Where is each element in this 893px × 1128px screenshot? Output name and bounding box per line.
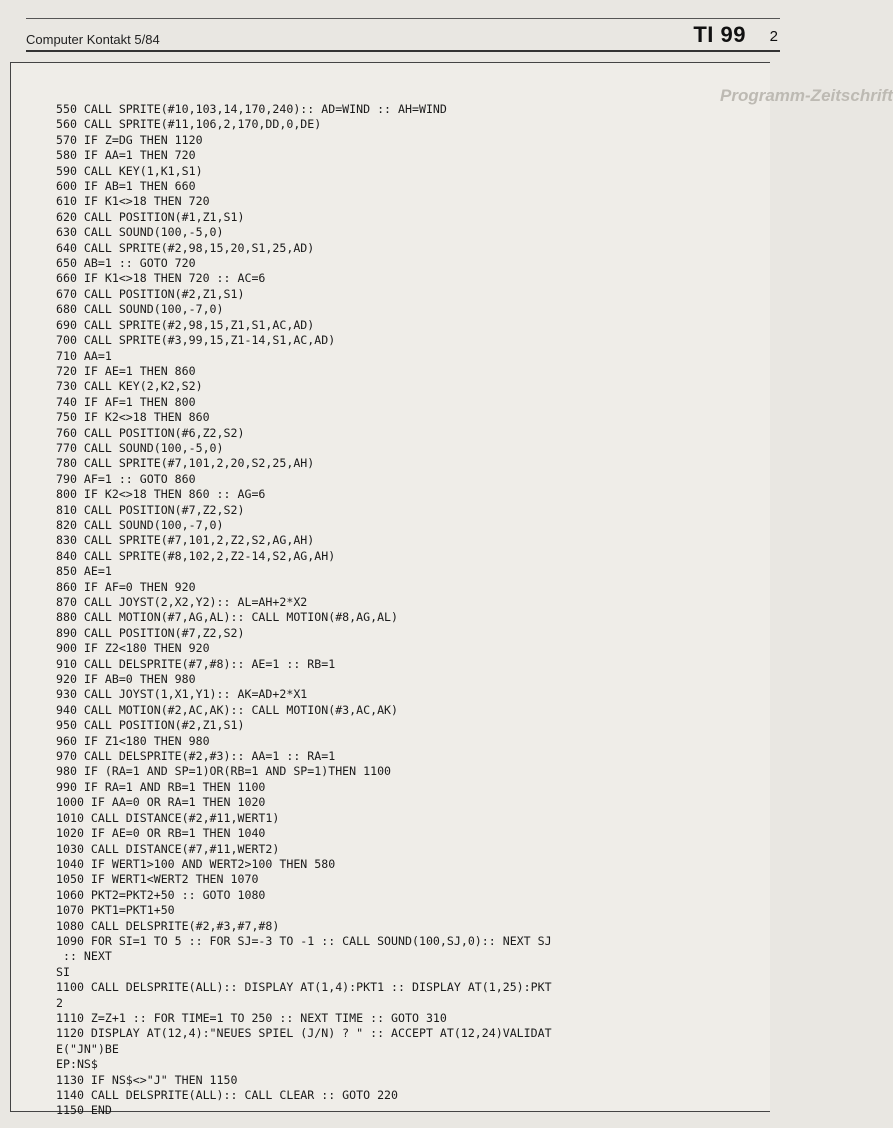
code-line: 770 CALL SOUND(100,-5,0) bbox=[56, 440, 224, 455]
code-line: 870 CALL JOYST(2,X2,Y2):: AL=AH+2*X2 bbox=[56, 595, 308, 609]
code-line: 1070 PKT1=PKT1+50 bbox=[56, 903, 175, 918]
code-line: 1000 IF AA=0 OR RA=1 THEN 1020 bbox=[56, 795, 266, 810]
code-line: 1140 CALL DELSPRITE(ALL):: CALL CLEAR :: GOTO 220 bbox=[56, 1088, 399, 1102]
code-line: 1040 IF WERT1>100 AND WERT2>100 THEN 580 bbox=[56, 856, 336, 871]
code-line: 780 CALL SPRITE(#7,101,2,20,S2,25,AH) bbox=[56, 456, 315, 471]
code-line: 700 CALL SPRITE(#3,99,15,Z1-14,S1,AC,AD) bbox=[56, 333, 336, 348]
code-line: 920 IF AB=0 THEN 980 bbox=[56, 672, 196, 687]
code-line: 1080 CALL DELSPRITE(#2,#3,#7,#8) bbox=[56, 918, 280, 933]
code-line: 760 CALL POSITION(#6,Z2,S2) bbox=[56, 425, 245, 440]
code-line: 640 CALL SPRITE(#2,98,15,20,S1,25,AD) bbox=[56, 240, 315, 255]
code-line: 800 IF K2<>18 THEN 860 :: AG=6 bbox=[56, 487, 266, 502]
code-line: 880 CALL MOTION(#7,AG,AL):: CALL MOTION(#8,AG,AL) bbox=[56, 610, 399, 625]
code-line: 850 AE=1 bbox=[56, 564, 112, 579]
code-line: 900 IF Z2<180 THEN 920 bbox=[56, 641, 210, 656]
code-line: 830 CALL SPRITE(#7,101,2,Z2,S2,AG,AH) bbox=[56, 533, 315, 548]
code-line: 680 CALL SOUND(100,-7,0) bbox=[56, 302, 224, 317]
code-line: 710 AA=1 bbox=[56, 348, 112, 363]
code-line: 550 CALL SPRITE(#10,103,14,170,240):: AD=WIND :: AH=WIND bbox=[56, 102, 447, 116]
code-line: 660 IF K1<>18 THEN 720 :: AC=6 bbox=[56, 271, 266, 286]
code-line: 730 CALL KEY(2,K2,S2) bbox=[56, 379, 203, 394]
code-line: 950 CALL POSITION(#2,Z1,S1) bbox=[56, 718, 245, 733]
page-number: 2 bbox=[769, 28, 778, 45]
code-line: SI bbox=[56, 964, 70, 979]
code-line: 1130 IF NS$<>"J" THEN 1150 bbox=[56, 1072, 238, 1087]
code-line: 1020 IF AE=0 OR RB=1 THEN 1040 bbox=[56, 826, 266, 841]
magazine-title: Computer Kontakt 5/84 bbox=[26, 32, 160, 47]
code-line: 840 CALL SPRITE(#8,102,2,Z2-14,S2,AG,AH) bbox=[56, 548, 336, 563]
code-line: 930 CALL JOYST(1,X1,Y1):: AK=AD+2*X1 bbox=[56, 687, 308, 702]
page-header bbox=[26, 22, 780, 50]
code-line: 1050 IF WERT1<WERT2 THEN 1070 bbox=[56, 872, 259, 887]
code-line: 580 IF AA=1 THEN 720 bbox=[56, 148, 196, 163]
code-line: 790 AF=1 :: GOTO 860 bbox=[56, 471, 196, 486]
code-line: 650 AB=1 :: GOTO 720 bbox=[56, 256, 196, 271]
code-line: 940 CALL MOTION(#2,AC,AK):: CALL MOTION(#3,AC,AK) bbox=[56, 702, 399, 717]
code-line: 980 IF (RA=1 AND SP=1)OR(RB=1 AND SP=1)THEN 1100 bbox=[56, 764, 392, 779]
code-line: 620 CALL POSITION(#1,Z1,S1) bbox=[56, 209, 245, 224]
code-line: 1030 CALL DISTANCE(#7,#11,WERT2) bbox=[56, 841, 280, 856]
code-line: 990 IF RA=1 AND RB=1 THEN 1100 bbox=[56, 779, 266, 794]
code-line: 690 CALL SPRITE(#2,98,15,Z1,S1,AC,AD) bbox=[56, 317, 315, 332]
code-line: 810 CALL POSITION(#7,Z2,S2) bbox=[56, 502, 245, 517]
code-line: 720 IF AE=1 THEN 860 bbox=[56, 363, 196, 378]
header-rule bbox=[26, 50, 780, 52]
code-line: 630 CALL SOUND(100,-5,0) bbox=[56, 225, 224, 240]
code-line: E("JN")BE bbox=[56, 1041, 119, 1056]
code-line: 820 CALL SOUND(100,-7,0) bbox=[56, 517, 224, 532]
code-line: 570 IF Z=DG THEN 1120 bbox=[56, 132, 203, 147]
code-line: :: NEXT bbox=[56, 949, 112, 964]
code-line: 600 IF AB=1 THEN 660 bbox=[56, 179, 196, 194]
code-line: 890 CALL POSITION(#7,Z2,S2) bbox=[56, 625, 245, 640]
code-line: 590 CALL KEY(1,K1,S1) bbox=[56, 163, 203, 178]
show-through-text: Programm-Zeitschrift bbox=[720, 86, 893, 105]
section-title: TI 99 bbox=[693, 22, 746, 47]
code-line: 610 IF K1<>18 THEN 720 bbox=[56, 194, 210, 209]
top-rule bbox=[26, 18, 780, 19]
code-line: 1090 FOR SI=1 TO 5 :: FOR SJ=-3 TO -1 :: CALL SOUND(100,SJ,0):: NEXT SJ bbox=[56, 933, 552, 948]
code-line: 970 CALL DELSPRITE(#2,#3):: AA=1 :: RA=1 bbox=[56, 749, 336, 764]
code-line: 2 bbox=[56, 995, 63, 1010]
code-line: 1100 CALL DELSPRITE(ALL):: DISPLAY AT(1,4):PKT1 :: DISPLAY AT(1,25):PKT bbox=[56, 980, 552, 995]
code-line: 860 IF AF=0 THEN 920 bbox=[56, 579, 196, 594]
code-line: 1120 DISPLAY AT(12,4):"NEUES SPIEL (J/N) ? " :: ACCEPT AT(12,24)VALIDAT bbox=[56, 1026, 552, 1041]
basic-listing bbox=[56, 102, 770, 1119]
code-line: 1110 Z=Z+1 :: FOR TIME=1 TO 250 :: NEXT TIME :: GOTO 310 bbox=[56, 1010, 447, 1025]
code-line: 1150 END bbox=[56, 1103, 112, 1118]
code-line: 560 CALL SPRITE(#11,106,2,170,DD,0,DE) bbox=[56, 117, 322, 132]
code-line: 750 IF K2<>18 THEN 860 bbox=[56, 410, 210, 425]
code-line: 910 CALL DELSPRITE(#7,#8):: AE=1 :: RB=1 bbox=[56, 656, 336, 671]
code-line: 670 CALL POSITION(#2,Z1,S1) bbox=[56, 286, 245, 301]
code-line: 1010 CALL DISTANCE(#2,#11,WERT1) bbox=[56, 810, 280, 825]
code-line: 960 IF Z1<180 THEN 980 bbox=[56, 733, 210, 748]
code-line: EP:NS$ bbox=[56, 1057, 98, 1072]
code-line: 740 IF AF=1 THEN 800 bbox=[56, 394, 196, 409]
code-line: 1060 PKT2=PKT2+50 :: GOTO 1080 bbox=[56, 887, 266, 902]
